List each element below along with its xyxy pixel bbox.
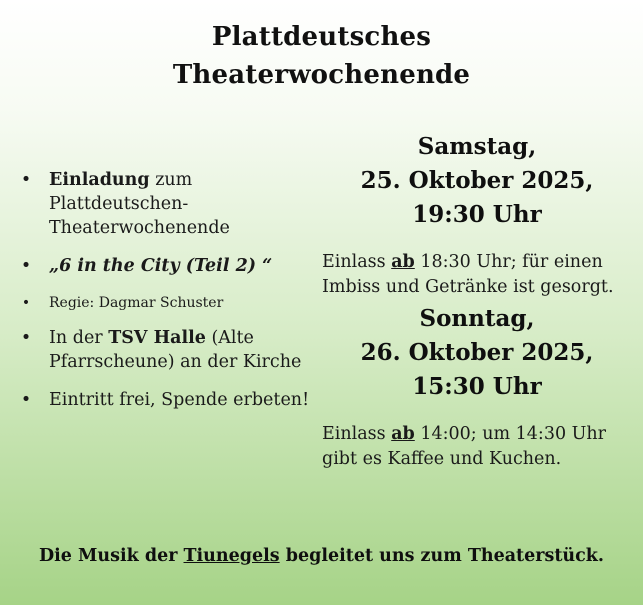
saturday-date: 25. Oktober 2025, (360, 167, 594, 194)
info-bullet-list (18, 168, 318, 412)
music-footer (0, 542, 643, 570)
footer-post: begleitet uns zum Theaterstück. (279, 546, 605, 566)
schedule-column (322, 130, 632, 472)
list-item-play-title (18, 254, 318, 278)
saturday-entry-ab: ab (391, 252, 415, 272)
bullet-icon: • (21, 295, 31, 311)
venue-post: (Alte Pfarrscheune) an der Kirche (49, 328, 302, 372)
sunday-entry-ab: ab (391, 424, 415, 444)
saturday-entry-pre: Einlass (322, 252, 392, 272)
play-title: „6 in the City (Teil 2) “ (49, 256, 273, 276)
sunday-day: Sonntag, (419, 305, 535, 332)
list-item-director (18, 292, 318, 314)
bullet-icon: • (20, 256, 32, 276)
bullet-icon: • (20, 170, 32, 190)
sunday-date: 26. Oktober 2025, (360, 339, 594, 366)
saturday-time: 19:30 Uhr (412, 201, 542, 228)
list-item-invitation (18, 168, 318, 240)
band-name: Tiunegels (183, 546, 280, 566)
bullet-icon: • (20, 390, 32, 410)
invitation-bold: Einladung (49, 170, 150, 190)
sunday-entry-post: 14:00; um 14:30 Uhr gibt es Kaffee und Kuchen. (322, 424, 607, 469)
list-item-venue (18, 326, 318, 374)
bullet-icon: • (20, 328, 32, 348)
title-line-1: Plattdeutsches (211, 22, 432, 52)
invitation-text: zum Plattdeutschen-Theaterwochenende (49, 170, 230, 238)
sunday-time: 15:30 Uhr (412, 373, 542, 400)
saturday-entry-post: 18:30 Uhr; für einen Imbiss und Getränke ist gesorgt. (322, 252, 614, 297)
title-line-2: Theaterwochenende (172, 60, 471, 90)
venue-name: TSV Halle (108, 328, 206, 348)
sunday-entry-pre: Einlass (322, 424, 392, 444)
saturday-entry (322, 250, 632, 300)
sunday-block (322, 302, 632, 404)
saturday-block (322, 130, 632, 232)
footer-pre: Die Musik der (38, 546, 184, 566)
director-text: Regie: Dagmar Schuster (49, 295, 224, 311)
venue-pre: In der (49, 328, 109, 348)
sunday-entry (322, 422, 632, 472)
list-item-admission (18, 388, 318, 412)
saturday-day: Samstag, (417, 133, 537, 160)
poster-title (0, 18, 643, 94)
admission-text: Eintritt frei, Spende erbeten! (49, 390, 310, 410)
